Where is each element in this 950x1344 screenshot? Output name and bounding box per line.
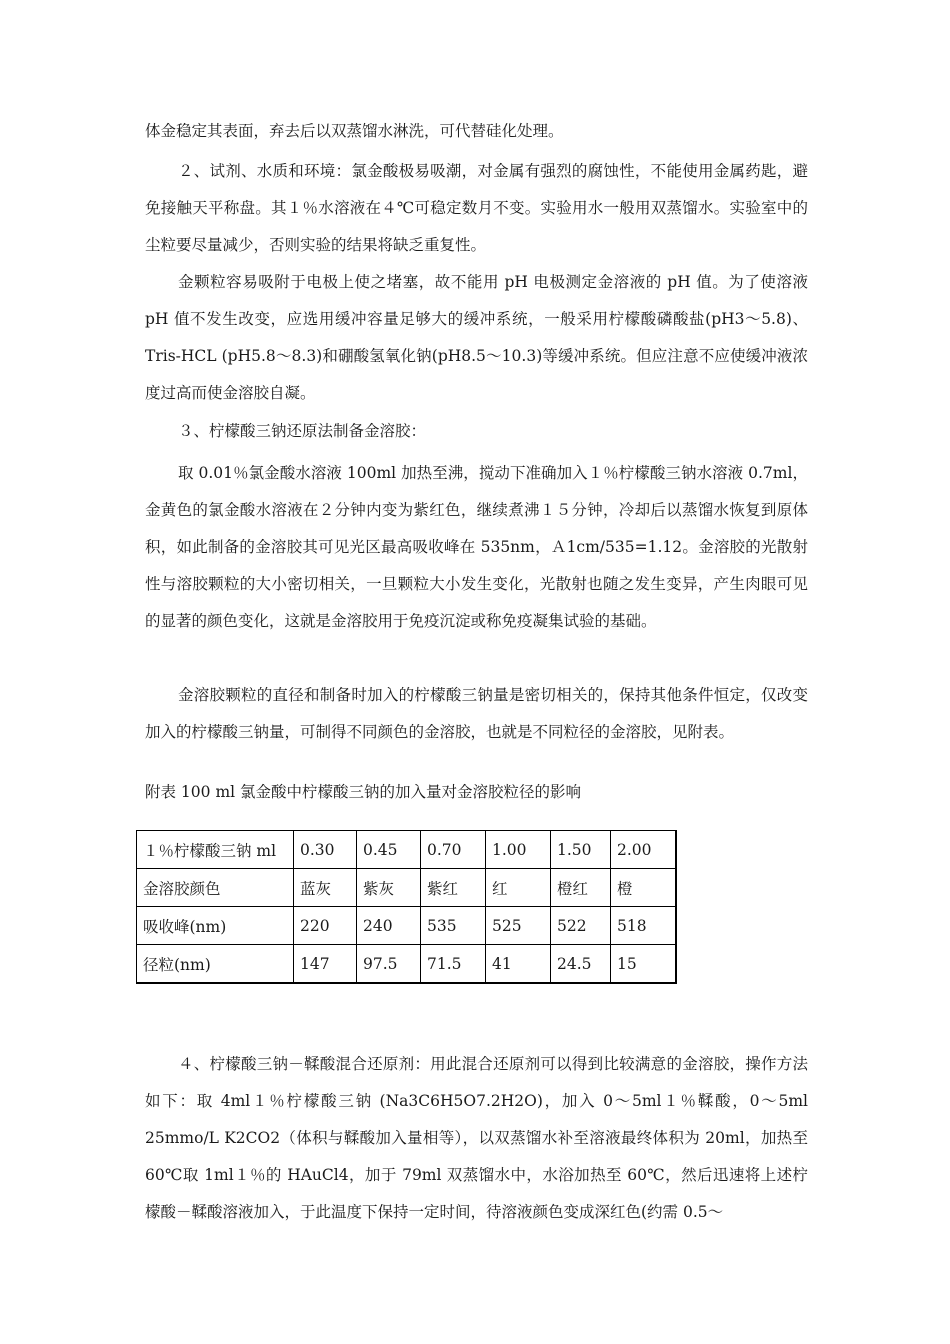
paragraph-reagents-environment: ２、试剂、水质和环境：氯金酸极易吸潮，对金属有强烈的腐蚀性，不能使用金属药匙，避免接触天平称盘。其１％水溶液在４℃可稳定数月不变。实验用水一般用双蒸馏水。实验室中的尘粒要尽量减少，否则实验的结果将缺乏重复性。	[145, 162, 808, 254]
table-cell: 24.5	[551, 945, 611, 984]
section-heading-citrate-method: ３、柠檬酸三钠还原法制备金溶胶：	[178, 422, 427, 440]
table-cell: 0.30	[294, 831, 357, 869]
table-row	[137, 945, 677, 984]
table-caption: 附表 100 ml 氯金酸中柠檬酸三钠的加入量对金溶胶粒径的影响	[145, 783, 582, 801]
table-cell: 紫灰	[357, 869, 421, 907]
table-cell: 522	[551, 907, 611, 945]
row-label: 径粒(nm)	[137, 945, 294, 984]
table-cell: 0.45	[357, 831, 421, 869]
row-label: １％柠檬酸三钠 ml	[137, 831, 294, 869]
table-cell: 橙	[611, 869, 677, 907]
table-cell: 525	[486, 907, 551, 945]
paragraph-citrate-tannic-method: ４、柠檬酸三钠－鞣酸混合还原剂：用此混合还原剂可以得到比较满意的金溶胶，操作方法如下：取 4ml１％柠檬酸三钠 (Na3C6H5O7.2H2O)，加入 0～5ml１％鞣酸，0～5ml 25mmo/L K2CO2（体积与鞣酸加入量相等），以双蒸馏水补至溶液最终体积为 20ml，加热至 60℃取 1ml１％的 HAuCl4，加于 79ml 双蒸馏水中，水浴加热至 60℃，然后迅速将上述柠檬酸－鞣酸溶液加入，于此温度下保持一定时间，待溶液颜色变成深红色(约需 0.5～	[145, 1055, 808, 1221]
table-cell: 518	[611, 907, 677, 945]
row-label: 吸收峰(nm)	[137, 907, 294, 945]
table-cell: 147	[294, 945, 357, 984]
table-cell: 紫红	[421, 869, 486, 907]
table-cell: 15	[611, 945, 677, 984]
citrate-gold-table	[136, 830, 677, 984]
table-cell: 0.70	[421, 831, 486, 869]
table-cell: 橙红	[551, 869, 611, 907]
paragraph-silanization-note: 体金稳定其表面，弃去后以双蒸馏水淋洗，可代替硅化处理。	[145, 122, 564, 140]
table-cell: 1.00	[486, 831, 551, 869]
table-cell: 41	[486, 945, 551, 984]
row-label: 金溶胶颜色	[137, 869, 294, 907]
table-cell: 240	[357, 907, 421, 945]
paragraph-particle-size-relation: 金溶胶颗粒的直径和制备时加入的柠檬酸三钠量是密切相关的，保持其他条件恒定，仅改变加入的柠檬酸三钠量，可制得不同颜色的金溶胶，也就是不同粒径的金溶胶，见附表。	[145, 686, 808, 741]
table-cell: 蓝灰	[294, 869, 357, 907]
table-cell: 2.00	[611, 831, 677, 869]
table-cell: 71.5	[421, 945, 486, 984]
table-row	[137, 869, 677, 907]
table-cell: 535	[421, 907, 486, 945]
table-cell: 1.50	[551, 831, 611, 869]
table-cell: 220	[294, 907, 357, 945]
paragraph-buffer-system: 金颗粒容易吸附于电极上使之堵塞，故不能用 pH 电极测定金溶液的 pH 值。为了使溶液 pH 值不发生改变，应选用缓冲容量足够大的缓冲系统，一般采用柠檬酸磷酸盐(pH3～5.8)、Tris-HCL (pH5.8～8.3)和硼酸氢氧化钠(pH8.5～10.3)等缓冲系统。但应注意不应使缓冲液浓度过高而使金溶胶自凝。	[145, 273, 808, 402]
table-row	[137, 907, 677, 945]
paragraph-citrate-procedure: 取 0.01％氯金酸水溶液 100ml 加热至沸，搅动下准确加入１％柠檬酸三钠水溶液 0.7ml，金黄色的氯金酸水溶液在２分钟内变为紫红色，继续煮沸１５分钟，冷却后以蒸馏水恢复到原体积，如此制备的金溶胶其可见光区最高吸收峰在 535nm，Ａ1cm/535=1.12。金溶胶的光散射性与溶胶颗粒的大小密切相关，一旦颗粒大小发生变化，光散射也随之发生变异，产生肉眼可见的显著的颜色变化，这就是金溶胶用于免疫沉淀或称免疫凝集试验的基础。	[145, 464, 808, 630]
table-row	[137, 831, 677, 869]
table-cell: 红	[486, 869, 551, 907]
table-cell: 97.5	[357, 945, 421, 984]
